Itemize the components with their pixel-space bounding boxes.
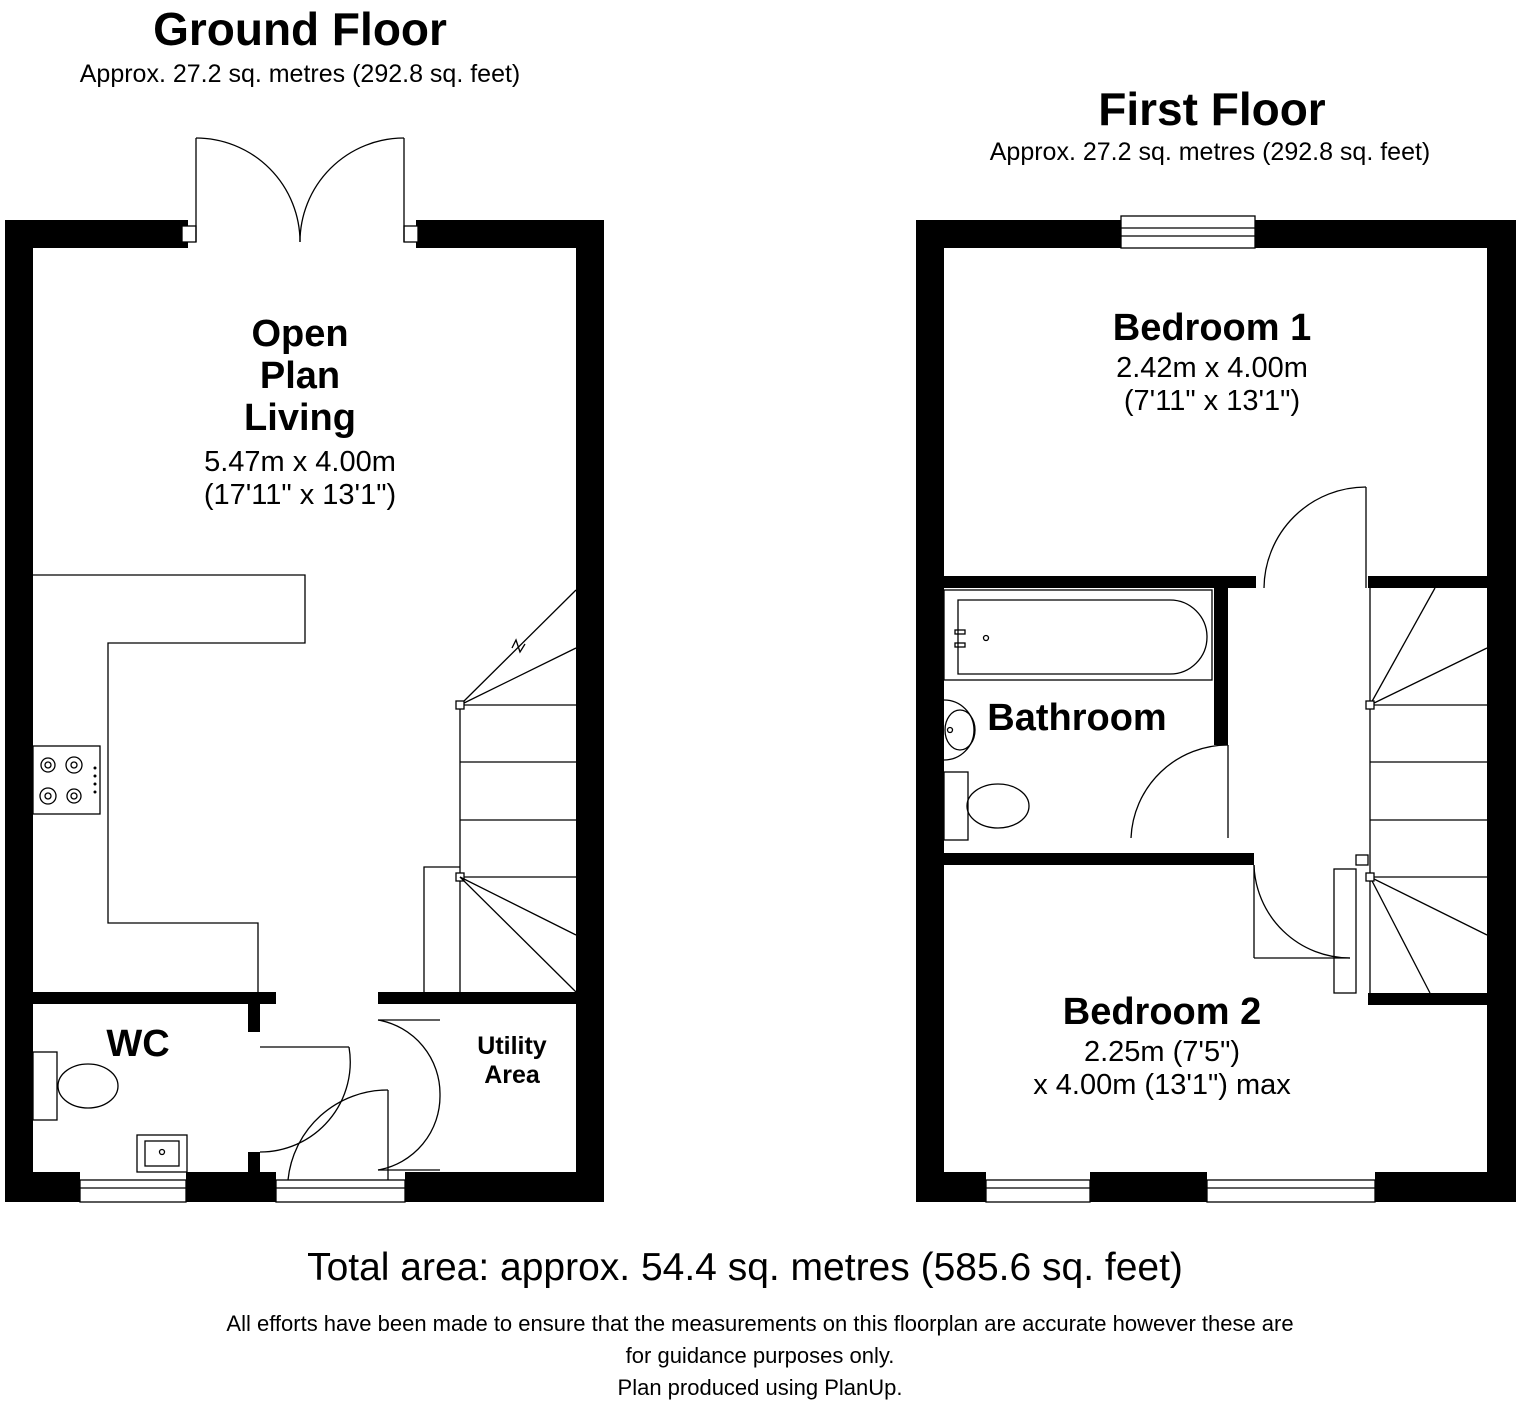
- gf-toilet-icon: [58, 1064, 118, 1108]
- hob-icon: [33, 746, 100, 814]
- gf-cistern: [33, 1052, 57, 1120]
- ff-wall-left: [916, 220, 944, 1202]
- room-bedroom1-name: Bedroom 1: [1112, 307, 1312, 349]
- room-open-plan-name: [200, 314, 400, 439]
- room-bedroom1-dims: [1062, 352, 1362, 419]
- room-open-plan-dims: [150, 446, 450, 513]
- open-plan-line-3: Living: [244, 396, 356, 439]
- gf-wall-wc-jamb: [248, 1004, 260, 1032]
- room-bedroom2-dims: [982, 1036, 1342, 1103]
- ff-wall-top-left: [916, 220, 1121, 248]
- ground-floor-area: Approx. 27.2 sq. metres (292.8 sq. feet): [79, 60, 521, 88]
- gf-wall-wc-top: [33, 992, 276, 1004]
- room-utility-name: [452, 1032, 572, 1090]
- disclaimer-line-1: All efforts have been made to ensure that the measurements on this floorplan are accurate however these are: [226, 1311, 1294, 1336]
- ff-cistern: [944, 772, 968, 840]
- gf-wall-wc-jamb-lower: [248, 1152, 260, 1172]
- ff-wall-bath-right: [1214, 588, 1228, 745]
- ff-wall-bottom-2: [1090, 1172, 1207, 1202]
- gf-wall-bottom-3: [405, 1172, 604, 1202]
- ff-wall-right: [1487, 220, 1516, 1202]
- utility-line-2: Area: [484, 1060, 540, 1089]
- ff-wall-top-right: [1255, 220, 1516, 248]
- room-bathroom-name: Bathroom: [987, 697, 1167, 739]
- gf-wall-left: [5, 220, 33, 1202]
- first-floor-title: First Floor: [1098, 83, 1326, 135]
- ff-wall-bath-bottom: [944, 853, 1254, 865]
- gf-wall-top-right: [416, 220, 604, 248]
- disclaimer-line-3: Plan produced using PlanUp.: [617, 1374, 903, 1400]
- gf-wall-top-left: [5, 220, 188, 248]
- open-plan-line-2: Plan: [259, 354, 341, 397]
- open-plan-dims-imperial: (17'11" x 13'1"): [203, 479, 397, 512]
- bedroom1-dims-imperial: (7'11" x 13'1"): [1123, 385, 1301, 418]
- first-floor-area: Approx. 27.2 sq. metres (292.8 sq. feet): [989, 138, 1431, 166]
- ff-toilet-icon: [967, 784, 1029, 828]
- total-area: Total area: approx. 54.4 sq. metres (585.6 sq. feet): [307, 1246, 1183, 1289]
- room-bedroom2-name: Bedroom 2: [1062, 991, 1262, 1033]
- bedroom2-dims-width: 2.25m (7'5"): [1083, 1036, 1241, 1068]
- ff-wall-stair-bottom: [1368, 993, 1487, 1005]
- bedroom2-dims-length: x 4.00m (13'1") max: [1033, 1069, 1291, 1102]
- gf-wall-right: [576, 220, 604, 1202]
- room-wc-name: WC: [106, 1023, 170, 1065]
- ff-wall-bottom-1: [916, 1172, 986, 1202]
- ground-floor-title: Ground Floor: [153, 3, 447, 55]
- gf-wall-utility-top: [378, 992, 576, 1004]
- ff-wall-bed1-bottom-left: [944, 576, 1256, 588]
- ff-wall-bed1-bottom-right: [1368, 576, 1487, 588]
- disclaimer-line-2: for guidance purposes only.: [625, 1342, 895, 1368]
- gf-wall-bottom-2: [186, 1172, 276, 1202]
- open-plan-line-1: Open: [251, 313, 349, 355]
- bath-icon: [944, 590, 1212, 680]
- gf-stairs-icon: [424, 590, 576, 992]
- gf-wall-bottom-1: [5, 1172, 80, 1202]
- open-plan-dims-metric: 5.47m x 4.00m: [204, 446, 396, 478]
- disclaimer: [60, 1308, 1460, 1404]
- bedroom1-dims-metric: 2.42m x 4.00m: [1116, 352, 1308, 384]
- utility-line-1: Utility: [477, 1032, 547, 1060]
- ff-stairs-icon: [1334, 588, 1487, 993]
- ff-wall-bottom-3: [1375, 1172, 1516, 1202]
